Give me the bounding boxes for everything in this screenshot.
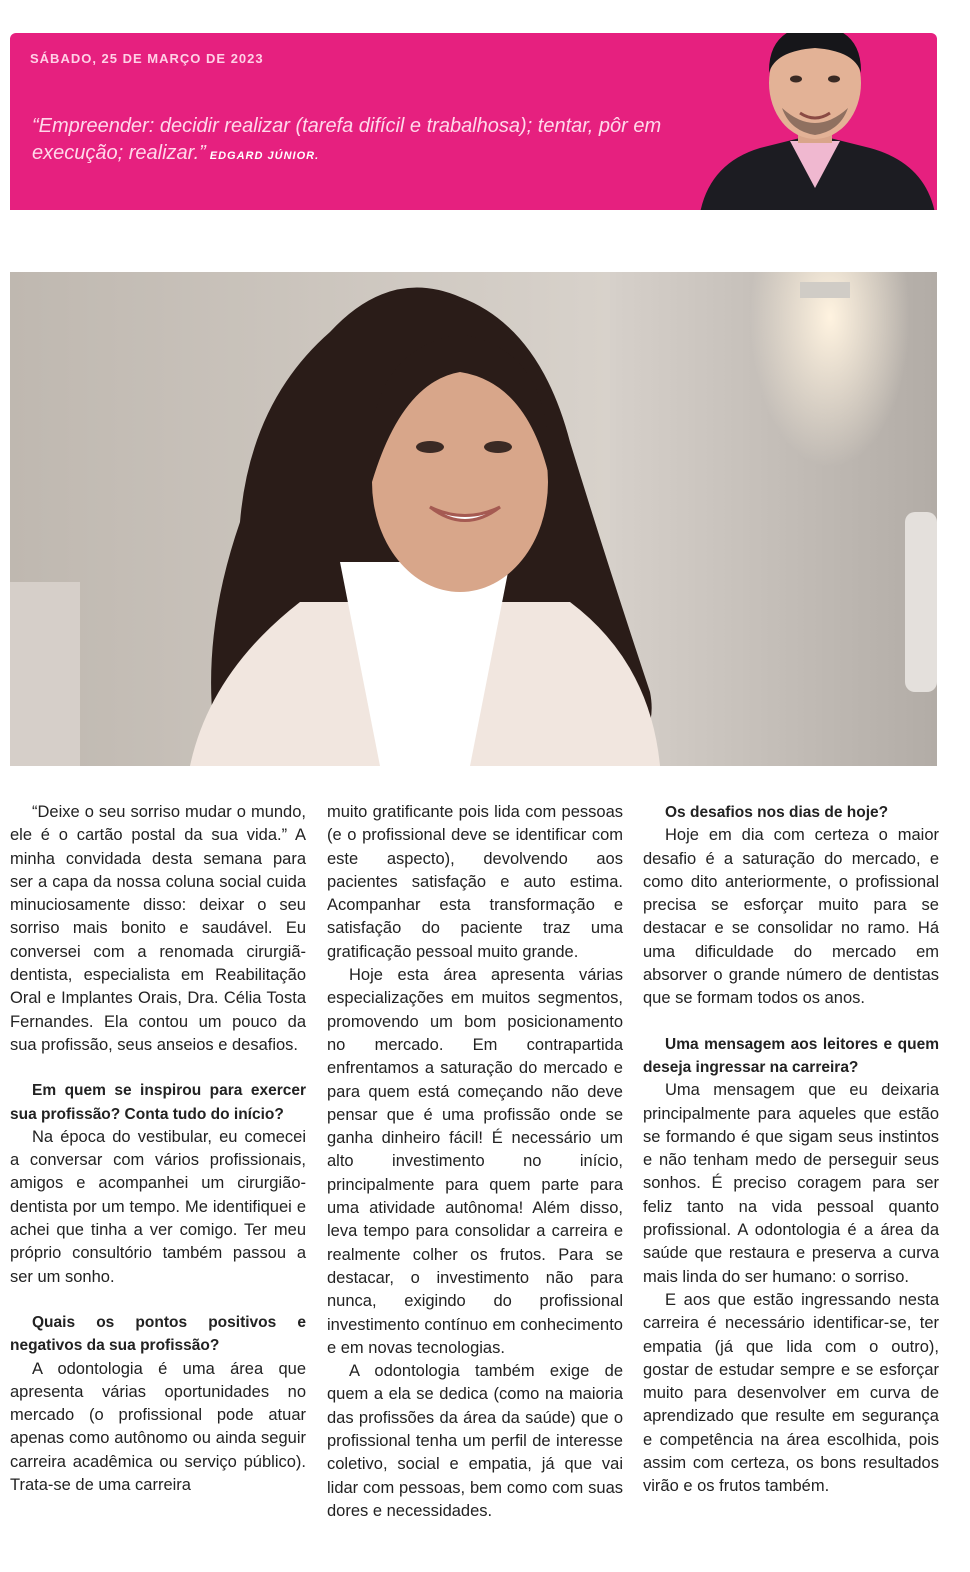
interview-question: Os desafios nos dias de hoje? (665, 804, 889, 821)
column-header-banner (10, 33, 937, 210)
interview-question: Quais os pontos positivos e negativos da sua profissão? (10, 1313, 306, 1355)
article-column-1 (10, 801, 306, 1497)
article-column-3 (643, 801, 939, 1499)
publication-date: SÁBADO, 25 DE MARÇO DE 2023 (30, 51, 264, 66)
article-paragraph: Hoje esta área apresenta várias especializações em muitos segmentos, promovendo um bom posicionamento no mercado. Em contrapartida enfrentamos a saturação do mercado e para quem está começando não deve pensar que é uma profissão onde se ganha dinheiro fácil! É necessário um alto investimento no início, principalmente para quem parte para uma atividade autônoma! Além disso, leva tempo para consolidar a carreira e realmente colher os frutos. Para se destacar, o investimento não para nunca, exigindo do profissional investimento contínuo em conhecimento e em novas tecnologias. (327, 966, 623, 1357)
quote-text: “Empreender: decidir realizar (tarefa difícil e trabalhosa); tentar, pôr em execução; realizar.” (32, 115, 662, 164)
article-paragraph: muito gratificante pois lida com pessoas (e o profissional deve se identificar com este aspecto), devolvendo aos pacientes satisfação e auto estima. Acompanhar esta transformação e satisfação do paciente traz uma gratificação pessoal muito grande. (327, 803, 623, 961)
interview-answer: A odontologia é uma área que apresenta várias oportunidades no mercado (o profissional pode atuar apenas como autônomo ou ainda seguir carreira acadêmica ou serviço público). Trata-se de uma carreira (10, 1359, 306, 1495)
interview-question: Uma mensagem aos leitores e quem deseja ingressar na carreira? (643, 1035, 939, 1076)
interview-question: Em quem se inspirou para exercer sua profissão? Conta tudo do início? (10, 1082, 306, 1123)
featured-photo (10, 272, 937, 766)
interview-answer: Uma mensagem que eu deixaria principalmente para aqueles que estão se formando é que sigam seus instintos e não tenham medo de perseguir seus sonhos. É preciso coragem para ser feliz tanto na vida pessoal quanto profissional. A odontologia é a área da saúde que restaura e preserva a curva mais linda do ser humano: o sorriso. (643, 1081, 939, 1286)
article-column-2 (327, 801, 623, 1523)
interview-answer: Na época do vestibular, eu comecei a conversar com vários profissionais, amigos e acompanhei um cirurgião-dentista por um tempo. Me identifiquei e achei que tinha a ver comigo. Ter meu próprio consultório também passou a ser um sonho. (10, 1127, 306, 1286)
article-intro: “Deixe o seu sorriso mudar o mundo, ele é o cartão postal da sua vida.” A minha convidada desta semana para ser a capa da nossa coluna social cuida minuciosamente disso: deixar o seu sorriso mais bonito e saudável. Eu conversei com a renomada cirurgiã-dentista, especialista em Reabilitação Oral e Implantes Orais, Dra. Célia Tosta Fernandes. Ela contou um pouco da sua profissão, seus anseios e desafios. (10, 803, 306, 1054)
quote-author: EDGARD JÚNIOR. (209, 150, 320, 162)
interview-answer: Hoje em dia com certeza o maior desafio é a saturação do mercado, e como dito anteriormente, o profissional precisa se esforçar muito para se destacar e se consolidar no ramo. Há uma dificuldade do mercado em absorver o grande número de dentistas que se formam todos os anos. (643, 826, 939, 1008)
columnist-portrait (690, 33, 937, 210)
article-paragraph: A odontologia também exige de quem a ela se dedica (como na maioria das profissões da área da saúde) que o profissional tenha um perfil de interesse coletivo, social e empatia, já que vai lidar com pessoas, bem como com suas dores e necessidades. (327, 1362, 623, 1520)
interview-answer: E aos que estão ingressando nesta carreira é necessário identificar-se, ter empatia (já que lida com o outro), gostar de estudar sempre e se esforçar muito para desenvolver em curva de aprendizado que resulte em segurança e competência na área escolhida, pois assim com certeza, os bons resultados virão e os frutos também. (643, 1290, 939, 1496)
header-quote (32, 113, 672, 170)
